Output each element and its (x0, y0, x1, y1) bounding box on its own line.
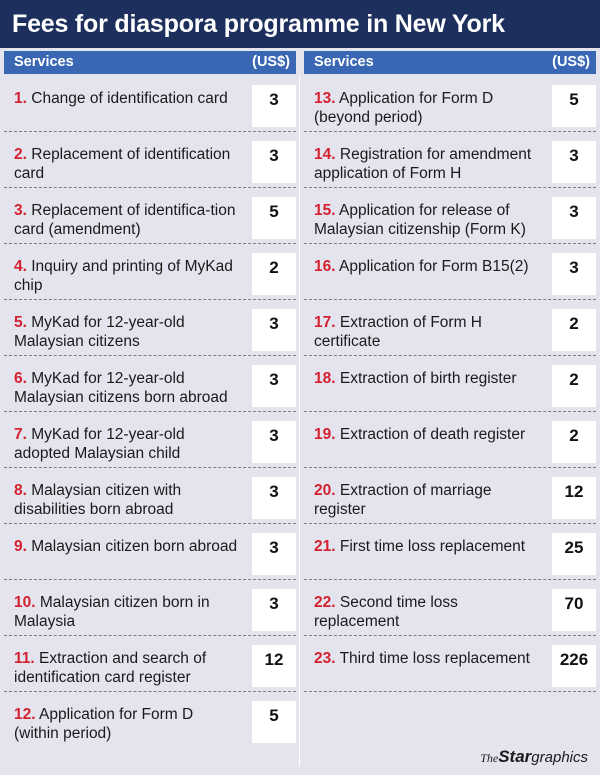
fee-row (4, 188, 296, 244)
fee-row (304, 412, 596, 468)
fee-value: 2 (252, 253, 296, 295)
fee-value: 3 (252, 477, 296, 519)
fee-row (304, 468, 596, 524)
service-label (14, 481, 239, 519)
service-number: 2. (14, 146, 27, 163)
service-name: Malaysian citizen born abroad (31, 538, 238, 555)
fee-value: 5 (252, 197, 296, 239)
service-label (14, 649, 239, 687)
fee-row (304, 580, 596, 636)
service-name: Extraction of death register (339, 426, 526, 443)
service-name: Application for Form D (beyond period) (314, 90, 494, 126)
service-label (314, 145, 539, 183)
fee-value: 2 (552, 365, 596, 407)
service-number: 11. (14, 650, 35, 667)
service-name: Replacement of identification card (14, 146, 231, 182)
service-name: Extraction of birth register (339, 370, 517, 387)
fee-row (4, 300, 296, 356)
credit-star: Star (498, 747, 532, 766)
service-number: 10. (14, 594, 36, 611)
fee-value: 3 (552, 141, 596, 183)
service-name: Inquiry and printing of MyKad chip (14, 258, 233, 294)
service-name: Second time loss replacement (314, 594, 458, 630)
fee-value: 70 (552, 589, 596, 631)
service-number: 18. (314, 370, 336, 387)
service-name: Replacement of identifica-tion card (amendment) (14, 202, 236, 238)
fee-value: 5 (552, 85, 596, 127)
service-number: 14. (314, 146, 336, 163)
service-label (314, 425, 539, 444)
fee-value: 12 (552, 477, 596, 519)
fee-value: 3 (552, 253, 596, 295)
fee-row (4, 132, 296, 188)
service-name: Malaysian citizen with disabilities born abroad (14, 482, 182, 518)
fee-value: 3 (252, 421, 296, 463)
fee-row (4, 412, 296, 468)
service-label (314, 537, 539, 556)
service-label (314, 649, 539, 668)
service-name: Registration for amendment application of Form H (314, 146, 532, 182)
service-label (14, 145, 239, 183)
service-number: 19. (314, 426, 336, 443)
fee-value: 3 (252, 533, 296, 575)
service-label (314, 481, 539, 519)
service-name: Change of identification card (31, 90, 228, 107)
service-label (14, 201, 239, 239)
table-header-right (304, 51, 596, 74)
service-number: 12. (14, 706, 36, 723)
service-number: 3. (14, 202, 27, 219)
service-label (314, 89, 539, 127)
fee-row (4, 636, 296, 692)
service-name: Malaysian citizen born in Malaysia (14, 594, 210, 630)
fee-value: 226 (552, 645, 596, 687)
service-number: 8. (14, 482, 27, 499)
currency-column-header: (US$) (252, 54, 290, 70)
fee-row (4, 524, 296, 580)
fee-value: 3 (252, 309, 296, 351)
service-name: Extraction of Form H certificate (314, 314, 482, 350)
currency-column-header: (US$) (552, 54, 590, 70)
fee-value: 3 (252, 589, 296, 631)
fee-value: 2 (552, 421, 596, 463)
service-number: 21. (314, 538, 336, 555)
fee-value: 12 (252, 645, 296, 687)
column-divider (299, 76, 300, 766)
fee-row (4, 580, 296, 636)
services-column-header: Services (314, 54, 374, 70)
service-label (14, 257, 239, 295)
fee-row (304, 356, 596, 412)
page-title: Fees for diaspora programme in New York (0, 0, 600, 48)
fee-row (4, 692, 296, 748)
fee-value: 2 (552, 309, 596, 351)
service-label (14, 537, 239, 556)
fee-value: 25 (552, 533, 596, 575)
fee-value: 5 (252, 701, 296, 743)
service-label (14, 369, 239, 407)
service-number: 4. (14, 258, 27, 275)
fee-row (304, 636, 596, 692)
service-number: 22. (314, 594, 336, 611)
service-name: MyKad for 12-year-old adopted Malaysian child (14, 426, 185, 462)
credit-the: The (480, 751, 499, 765)
service-label (314, 313, 539, 351)
service-number: 23. (314, 650, 336, 667)
fee-value: 3 (252, 365, 296, 407)
service-label (314, 593, 539, 631)
service-number: 6. (14, 370, 27, 387)
table-header-left (4, 51, 296, 74)
fee-row (4, 468, 296, 524)
service-name: Extraction of marriage register (314, 482, 492, 518)
service-number: 17. (314, 314, 336, 331)
service-name: Application for Form D (within period) (14, 706, 194, 742)
service-name: Extraction and search of identification card register (14, 650, 207, 686)
services-column-header: Services (14, 54, 74, 70)
star-graphics-credit (480, 747, 588, 767)
service-label (14, 425, 239, 463)
service-label (314, 257, 539, 276)
fee-row (304, 244, 596, 300)
service-number: 1. (14, 90, 27, 107)
service-name: MyKad for 12-year-old Malaysian citizens born abroad (14, 370, 228, 406)
service-label (14, 593, 239, 631)
fee-row (304, 132, 596, 188)
credit-graphics: graphics (531, 749, 588, 766)
service-number: 5. (14, 314, 27, 331)
service-number: 16. (314, 258, 336, 275)
service-label (314, 369, 539, 388)
service-label (14, 705, 239, 743)
service-name: First time loss replacement (339, 538, 526, 555)
service-number: 7. (14, 426, 27, 443)
fee-row (304, 76, 596, 132)
fee-row (4, 356, 296, 412)
service-name: Application for Form B15(2) (339, 258, 529, 275)
service-label (14, 89, 239, 108)
service-number: 20. (314, 482, 336, 499)
service-number: 15. (314, 202, 336, 219)
service-number: 13. (314, 90, 336, 107)
service-number: 9. (14, 538, 27, 555)
service-name: MyKad for 12-year-old Malaysian citizens (14, 314, 185, 350)
fee-row (304, 300, 596, 356)
fee-row (304, 524, 596, 580)
fee-row (304, 188, 596, 244)
fee-value: 3 (252, 85, 296, 127)
fee-row (4, 244, 296, 300)
fee-value: 3 (552, 197, 596, 239)
service-label (14, 313, 239, 351)
fee-value: 3 (252, 141, 296, 183)
fee-row (4, 76, 296, 132)
service-name: Application for release of Malaysian citizenship (Form K) (314, 202, 526, 238)
service-name: Third time loss replacement (339, 650, 530, 667)
service-label (314, 201, 539, 239)
